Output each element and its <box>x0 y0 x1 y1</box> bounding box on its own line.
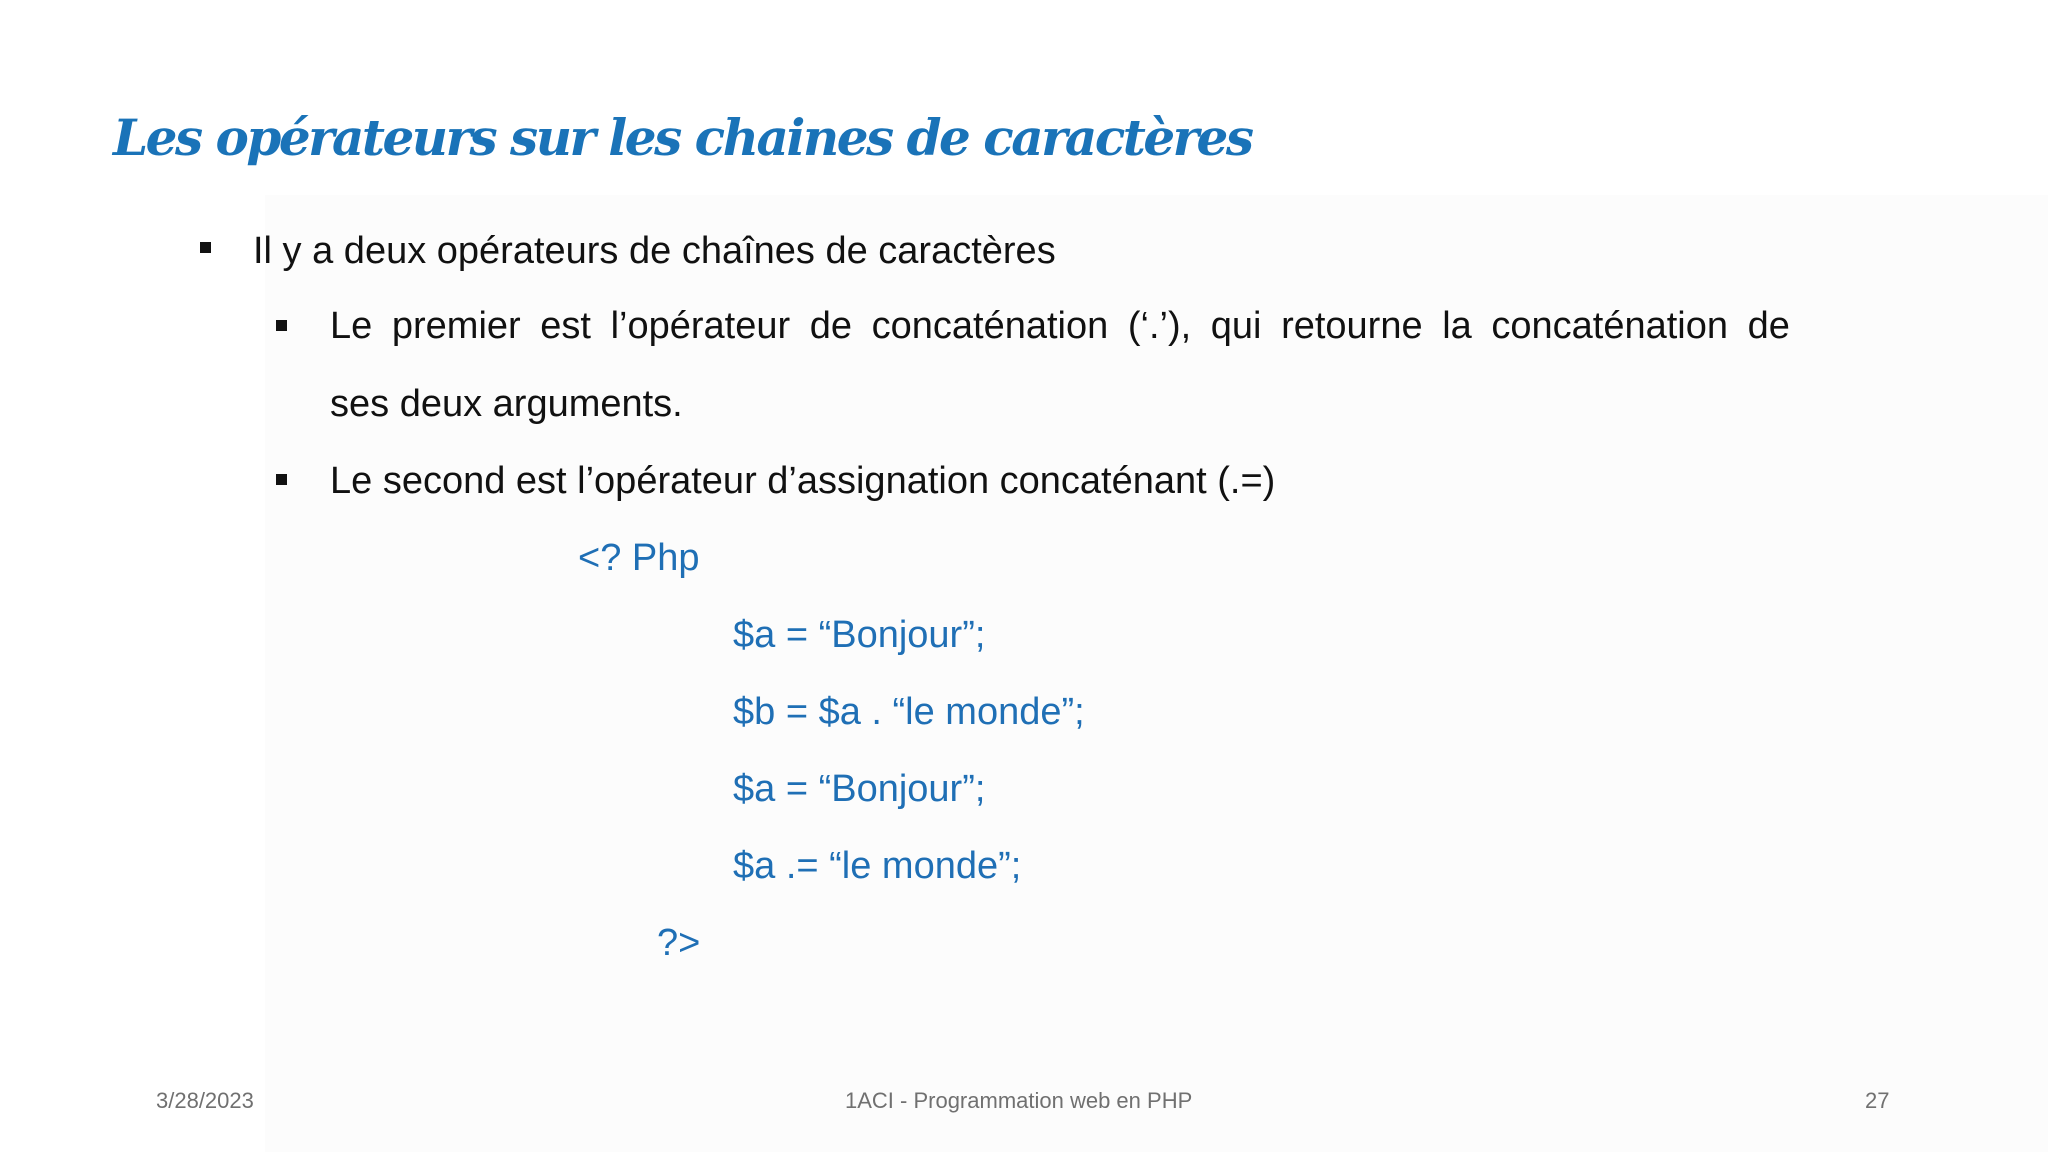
code-line-2: $b = $a . “le monde”; <box>733 691 1085 733</box>
bullet-marker <box>276 474 287 485</box>
bullet-level2-second: Le second est l’opérateur d’assignation concaténant (.=) <box>330 460 1276 502</box>
slide-title: Les opérateurs sur les chaines de caractères <box>113 108 1252 167</box>
word: l’opérateur <box>610 305 791 347</box>
word: est <box>540 305 591 347</box>
code-open-tag: <? Php <box>578 537 700 579</box>
footer-date: 3/28/2023 <box>156 1088 254 1113</box>
bullet-marker <box>200 242 211 253</box>
word: concaténation <box>871 305 1109 347</box>
word: retourne <box>1281 305 1423 347</box>
code-close-tag: ?> <box>657 922 701 964</box>
footer-course: 1ACI - Programmation web en PHP <box>845 1088 1193 1113</box>
footer-page-number: 27 <box>1865 1088 1890 1113</box>
code-line-3: $a = “Bonjour”; <box>733 768 986 810</box>
code-line-4: $a .= “le monde”; <box>733 845 1022 887</box>
bullet-level2-first-line1 <box>330 307 1790 345</box>
word: la <box>1442 305 1472 347</box>
bullet-level1: Il y a deux opérateurs de chaînes de caractères <box>253 230 1056 272</box>
word: qui <box>1210 305 1262 347</box>
word: (‘.’), <box>1127 305 1192 347</box>
word: concaténation <box>1491 305 1729 347</box>
code-line-1: $a = “Bonjour”; <box>733 614 986 656</box>
word: premier <box>391 305 521 347</box>
word: de <box>1747 305 1790 347</box>
bullet-marker <box>276 320 287 331</box>
word: Le <box>330 305 373 347</box>
word: de <box>809 305 853 347</box>
bullet-level2-first-line2: ses deux arguments. <box>330 383 683 425</box>
